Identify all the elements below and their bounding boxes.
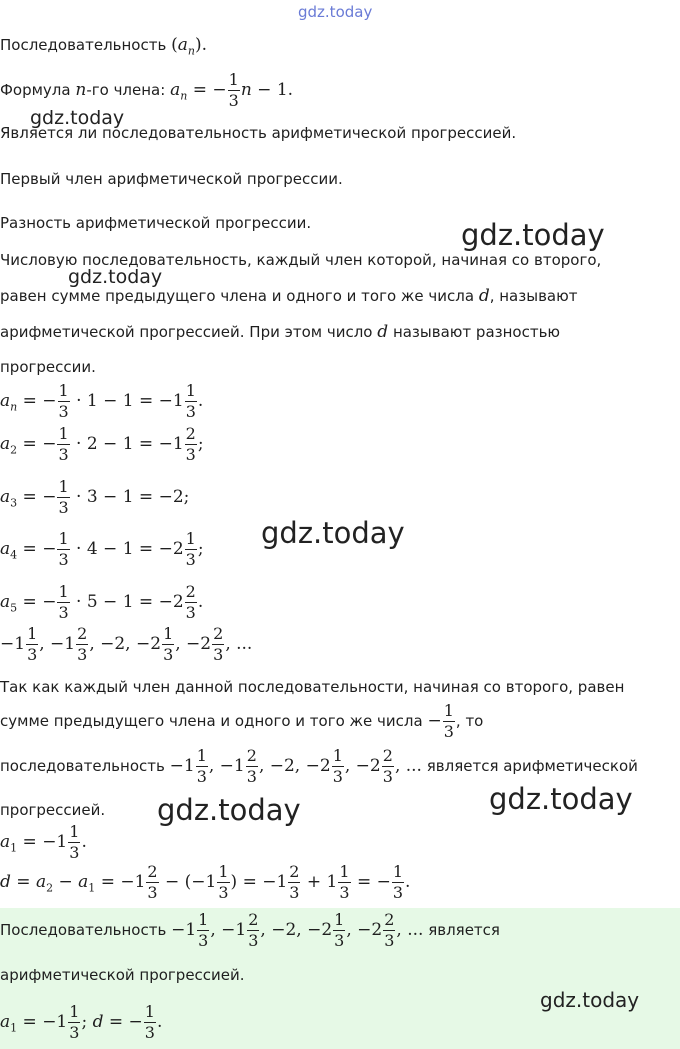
watermark: gdz.today <box>157 793 301 827</box>
watermark-top: gdz.today <box>298 3 373 21</box>
formula-line: Формула n-го члена: $a_n$ = − $\frac{1}{3}$ n − 1. <box>0 70 294 110</box>
conclusion-line-3: последовательность −1 $\frac{1}{3}$ , −1 $\frac{2}{3}$ , −2, −2 $\frac{1}{3}$ , −2 $\frac{2}{3}$ , ... является арифметической <box>0 746 638 786</box>
answer-values: $a_1 = -1$ $\frac{1}{3}$ ; d = − $\frac{1}{3}$ . <box>0 1002 163 1042</box>
watermark: gdz.today <box>261 516 405 550</box>
conclusion-line-2: сумме предыдущего члена и одного и того же числа − $\frac{1}{3}$ , то <box>0 701 484 741</box>
watermark: gdz.today <box>461 218 605 252</box>
difference-heading: Разность арифметической прогрессии. <box>0 214 312 232</box>
calc-a4: $a_4$ = − $\frac{1}{3}$ · 4 − 1 = −2 $\frac{1}{3}$ ; <box>0 529 204 569</box>
sequence-title: Последовательность $(a_n)$. <box>0 35 208 58</box>
answer-line-1: Последовательность −1 $\frac{1}{3}$ , −1 $\frac{2}{3}$ , −2, −2 $\frac{1}{3}$ , −2 $\frac{2}{3}$ , ... является <box>0 910 500 950</box>
calc-a-n: $a_n$ = − $\frac{1}{3}$ · 1 − 1 = −1 $\frac{1}{3}$ . <box>0 381 204 421</box>
definition-line-1: Числовую последовательность, каждый член которой, начиная со второго, <box>0 251 602 269</box>
watermark: gdz.today <box>489 782 633 816</box>
calc-a5: $a_5$ = − $\frac{1}{3}$ · 5 − 1 = −2 $\frac{2}{3}$ . <box>0 582 204 622</box>
watermark: gdz.today <box>540 988 640 1012</box>
answer-line-2: арифметической прогрессией. <box>0 966 245 984</box>
formula-expression: $a_n$ = − $\frac{1}{3}$ n − 1. <box>170 70 294 110</box>
first-term-heading: Первый член арифметической прогрессии. <box>0 170 343 188</box>
sequence-terms: −1 $\frac{1}{3}$ , −1 $\frac{2}{3}$ , −2, −2 $\frac{1}{3}$ , −2 $\frac{2}{3}$ , ... <box>0 624 253 664</box>
calc-a1: $a_1 = -1$ $\frac{1}{3}$ . <box>0 822 87 862</box>
definition-line-2: равен сумме предыдущего члена и одного и того же числа d, называют <box>0 286 578 306</box>
question-text: Является ли последовательность арифметической прогрессией. <box>0 124 517 142</box>
watermark: gdz.today <box>30 107 125 129</box>
watermark: gdz.today <box>68 266 163 288</box>
calc-d: $d = a_2 - a_1 = -1$ $\frac{2}{3}$ − (−1 $\frac{1}{3}$ ) = −1 $\frac{2}{3}$ + 1 $\frac{1}{3}$ = − $\frac{1}{3}$ . <box>0 862 411 902</box>
calc-a3: $a_3$ = − $\frac{1}{3}$ · 3 − 1 = −2; <box>0 477 190 517</box>
conclusion-line-4: прогрессией. <box>0 801 106 819</box>
definition-line-4: прогрессии. <box>0 358 96 376</box>
sequence-symbol: $(a_n)$. <box>171 35 208 58</box>
definition-line-3: арифметической прогрессией. При этом число d называют разностью <box>0 322 561 342</box>
calc-a2: $a_2$ = − $\frac{1}{3}$ · 2 − 1 = −1 $\frac{2}{3}$ ; <box>0 424 204 464</box>
conclusion-line-1: Так как каждый член данной последовательности, начиная со второго, равен <box>0 678 625 696</box>
